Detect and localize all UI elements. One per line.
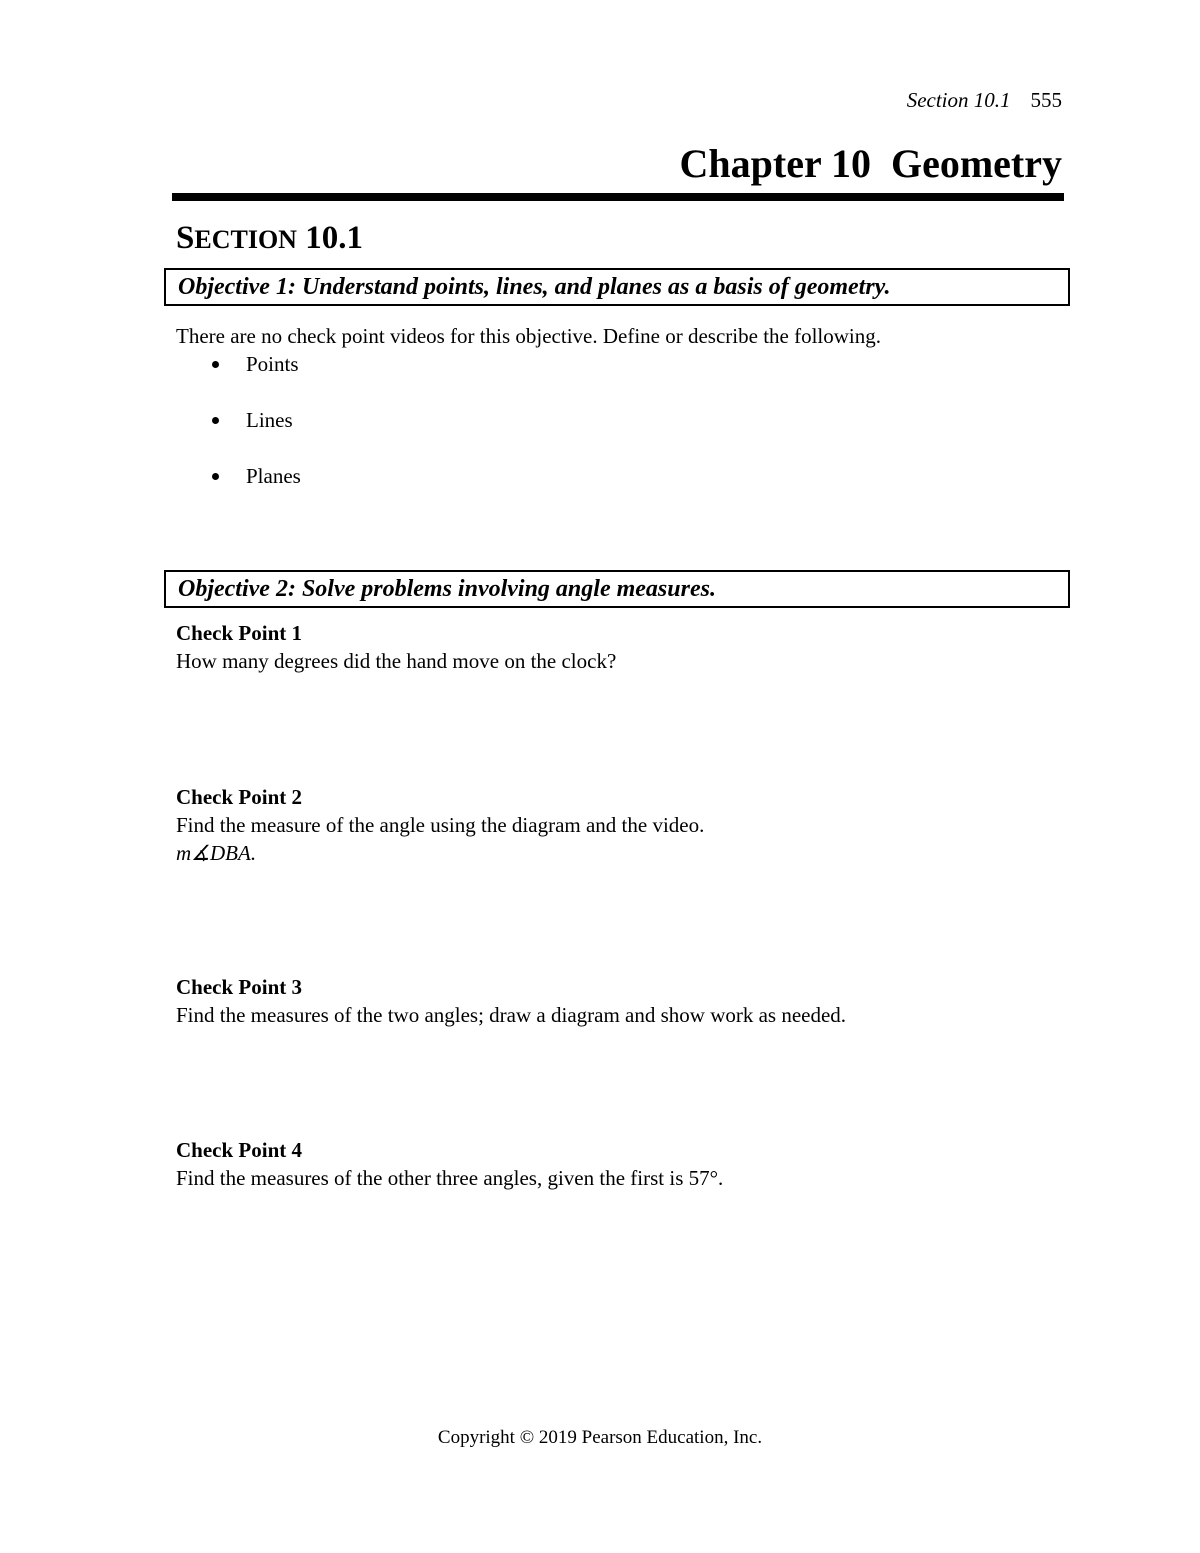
list-item (206, 350, 301, 406)
objective-2-box: Objective 2: Solve problems involving angle measures. (164, 570, 1070, 608)
check-point-4-title: Check Point 4 (176, 1138, 302, 1162)
chapter-title: Chapter 10 Geometry (679, 141, 1062, 186)
list-item-label: Points (246, 352, 299, 376)
running-section: Section 10.1 (906, 88, 1011, 112)
check-point-2-text: Find the measure of the angle using the diagram and the video. (176, 813, 705, 837)
term-list (206, 350, 301, 518)
copyright-footer: Copyright © 2019 Pearson Education, Inc. (437, 1427, 763, 1448)
check-point-3-text: Find the measures of the two angles; draw a diagram and show work as needed. (176, 1003, 847, 1027)
bullet-icon (212, 473, 219, 480)
running-header (700, 88, 1062, 113)
bullet-icon (212, 417, 219, 424)
check-point-4-text: Find the measures of the other three angles, given the first is 57°. (176, 1166, 724, 1190)
section-heading-text: SECTION 10.1 (176, 220, 363, 256)
check-point-1-title: Check Point 1 (176, 621, 302, 645)
chapter-rule (172, 193, 1064, 201)
bullet-icon (212, 361, 219, 368)
check-point-3-title: Check Point 3 (176, 975, 302, 999)
page-number: 555 (1030, 88, 1062, 112)
list-item-label: Planes (246, 464, 301, 488)
section-heading (176, 220, 363, 257)
check-point-1-text: How many degrees did the hand move on the clock? (176, 649, 617, 673)
objective-1-intro: There are no check point videos for this objective. Define or describe the following. (176, 324, 882, 348)
list-item (206, 462, 301, 518)
check-point-2-math: m∡DBA. (176, 841, 257, 865)
check-point-2-title: Check Point 2 (176, 785, 302, 809)
list-item (206, 406, 301, 462)
list-item-label: Lines (246, 408, 293, 432)
objective-1-box: Objective 1: Understand points, lines, and planes as a basis of geometry. (164, 268, 1070, 306)
